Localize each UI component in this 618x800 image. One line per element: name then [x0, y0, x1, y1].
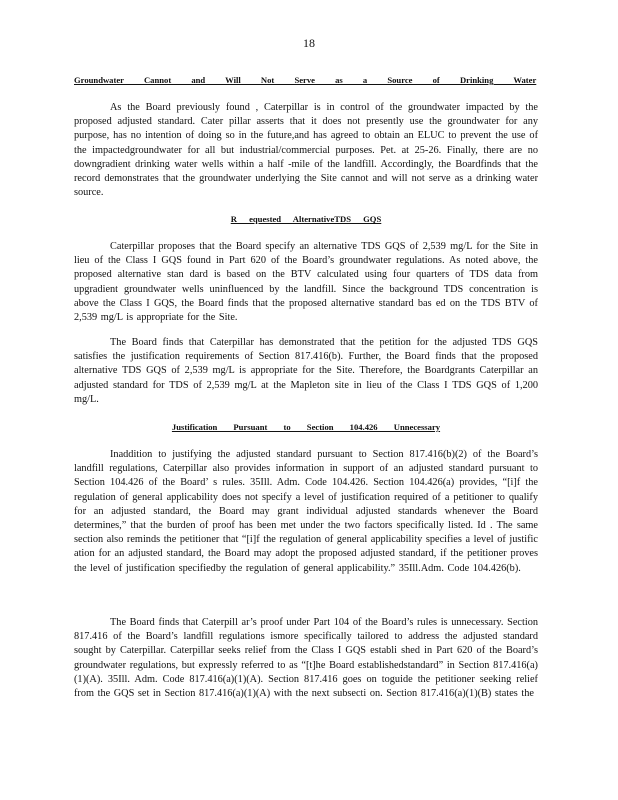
paragraph: The Board finds that Caterpillar has demonstrated that the petition for the adjusted TDS GQS satisfies the justification requirements of Section 817.416(b). Further, the Board finds that the proposed alternative TDS GQS of 2,539 mg/L is appropriate for the Site. Therefore, the Boardgrants Caterpillar an adjusted standard for TDS of 2,539 mg/L at the Mapleton site in lieu of the Class I TDS GQS of 1,200 mg/L. [74, 337, 538, 405]
section-heading-groundwater: Groundwater Cannot and Will Not Serve as a Source of Drinking Water [74, 75, 537, 85]
section-heading-justification: Justification Pursuant to Section 104.426 Unnecessary [171, 422, 441, 432]
paragraph: The Board finds that Caterpill ar’s proof under Part 104 of the Board’s rules is unnecessary. Section 817.416 of the Board’s landfill regulations ismore specifically tailored to address the adjusted standard sought by Caterpillar. Caterpillar seeks relief from the Class I GQS establi shed in Part 620 of the Board’s groundwater regulations, but expressly referred to as “[t]he Board establishedstandard” in Section 817.416(a)(1)(A). 35Ill. Adm. Code 817.416(a)(1)(A). Section 817.416 goes on toguide the petitioner seeking relief from the GQS set in Section 817.416(a)(1)(A) with the next subsecti on. Section 817.416(a)(1)(B) states the [74, 617, 538, 700]
page-number: 18 [303, 36, 315, 50]
section-heading-requested-tds-gqs: R equested AlternativeTDS GQS [230, 214, 382, 224]
paragraph: Caterpillar proposes that the Board specify an alternative TDS GQS of 2,539 mg/L for the Site in lieu of the Class I GQS found in Part 620 of the Board’s groundwater regulations. As noted above, the proposed alternative stan dard is based on the BTV calculated using four quarters of TDS data from upgradient groundwater wells uninfluenced by the landfill. Since the background TDS concentration is above the Class I GQS, the Board finds that the proposed alternative standard bas ed on the TDS BTV of 2,539 mg/L is appropriate for the Site. [74, 241, 538, 324]
paragraph: Inaddition to justifying the adjusted standard pursuant to Section 817.416(b)(2) of the Board’s landfill regulations, Caterpillar also provides information in support of an adjusted standard pursuant to Section 104.426 of the Board’ s rules. 35Ill. Adm. Code 104.426. Section 104.426(a) provides, “[i]f the regulation of general applicability does not specify a level of justification required of a petitioner to qualify for an adjusted standard, the Board may grant individual adjusted standards whenever the Board determines,” that the burden of proof has been met under the two factors specifically listed. Id . The same section also reminds the petitioner that “[i]f the regulation of general applicability specifies a level of justific ation for an adjusted standard, the Board may adopt the proposed adjusted standard, if the petitioner proves the level of justification specifiedby the regulation of general applicability.” 35Ill.Adm. Code 104.426(b). [74, 449, 538, 574]
paragraph: As the Board previously found , Caterpillar is in control of the groundwater impacted by the proposed adjusted standard. Cater pillar asserts that it does not presently use the groundwater for any purpose, has no intention of doing so in the future,and has agreed to obtain an ELUC to prevent the use of the impactedgroundwater for all but industrial/commercial purposes. Pet. at 25-26. Finally, there are no downgradient drinking water wells within a half -mile of the landfill. Accordingly, the Boardfinds that the record demonstrates that the groundwater underlying the Site cannot and will not serve as a drinking water source. [74, 102, 538, 199]
